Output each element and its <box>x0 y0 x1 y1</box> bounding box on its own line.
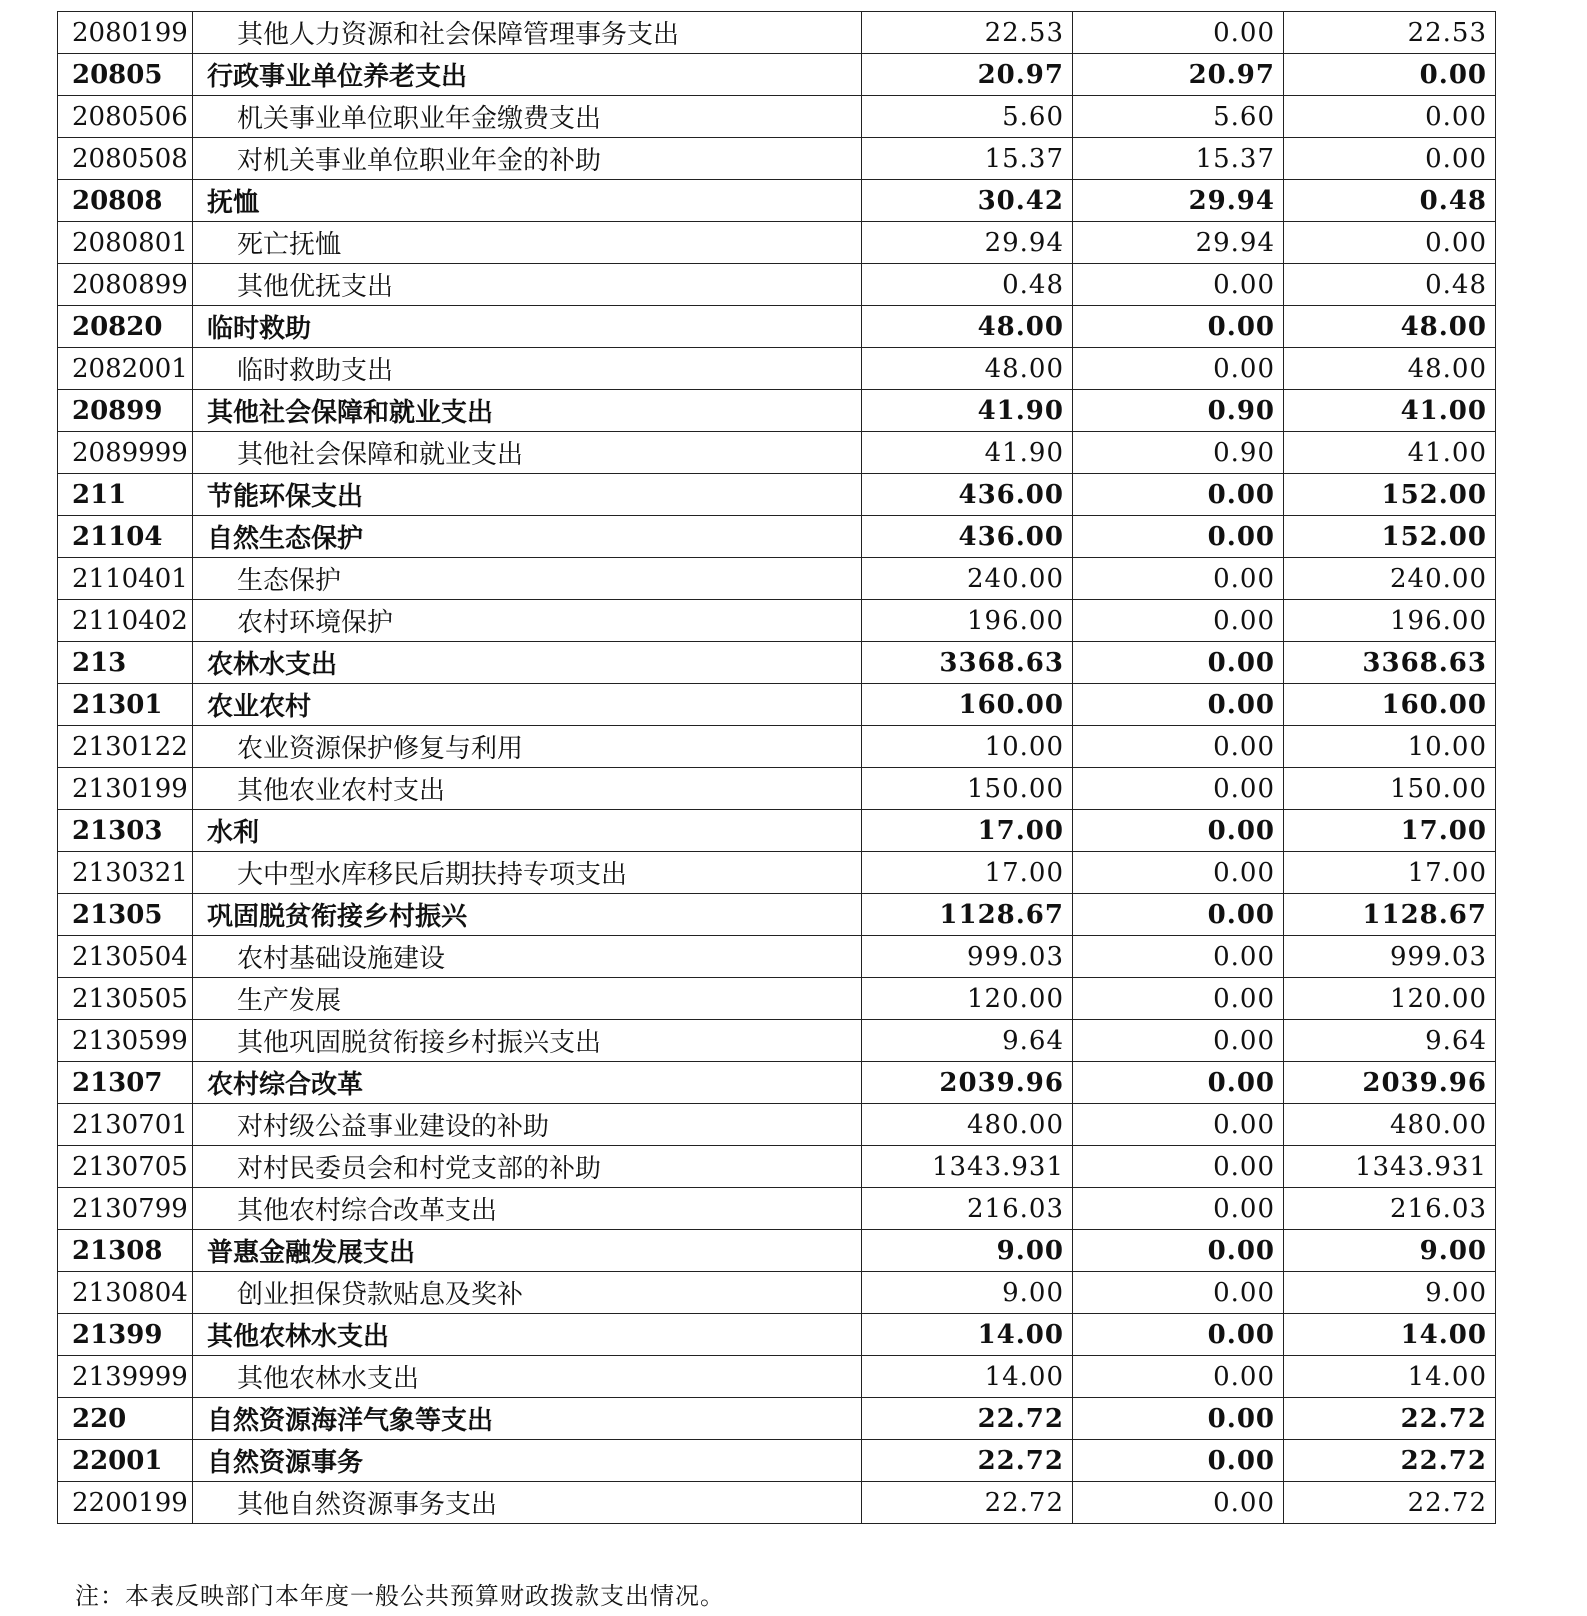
basic-expenditure-cell: 0.00 <box>1073 1020 1284 1062</box>
subject-name-cell: 其他社会保障和就业支出 <box>193 432 862 474</box>
total-amount-cell: 17.00 <box>862 810 1073 852</box>
basic-expenditure-cell: 0.00 <box>1073 936 1284 978</box>
total-amount-cell: 480.00 <box>862 1104 1073 1146</box>
project-expenditure-cell: 2039.96 <box>1284 1062 1496 1104</box>
total-amount-cell: 14.00 <box>862 1314 1073 1356</box>
project-expenditure-cell: 14.00 <box>1284 1356 1496 1398</box>
basic-expenditure-cell: 5.60 <box>1073 96 1284 138</box>
table-row <box>58 1020 1496 1062</box>
subject-code-cell: 20808 <box>58 180 193 222</box>
total-amount-cell: 9.00 <box>862 1230 1073 1272</box>
project-expenditure-cell: 152.00 <box>1284 474 1496 516</box>
table-row <box>58 600 1496 642</box>
table-row <box>58 1146 1496 1188</box>
project-expenditure-cell: 9.64 <box>1284 1020 1496 1062</box>
table-row <box>58 306 1496 348</box>
subject-name-cell: 巩固脱贫衔接乡村振兴 <box>193 894 862 936</box>
project-expenditure-cell: 196.00 <box>1284 600 1496 642</box>
table-row <box>58 96 1496 138</box>
table-row <box>58 852 1496 894</box>
subject-code-cell: 2130505 <box>58 978 193 1020</box>
total-amount-cell: 196.00 <box>862 600 1073 642</box>
table-note: 注：本表反映部门本年度一般公共预算财政拨款支出情况。 <box>75 1582 725 1610</box>
total-amount-cell: 22.72 <box>862 1440 1073 1482</box>
subject-name-cell: 其他农林水支出 <box>193 1356 862 1398</box>
table-row <box>58 264 1496 306</box>
subject-name-cell: 农村综合改革 <box>193 1062 862 1104</box>
project-expenditure-cell: 0.48 <box>1284 264 1496 306</box>
project-expenditure-cell: 1343.931 <box>1284 1146 1496 1188</box>
subject-code-cell: 2130705 <box>58 1146 193 1188</box>
total-amount-cell: 999.03 <box>862 936 1073 978</box>
table-row <box>58 978 1496 1020</box>
project-expenditure-cell: 17.00 <box>1284 852 1496 894</box>
total-amount-cell: 5.60 <box>862 96 1073 138</box>
project-expenditure-cell: 160.00 <box>1284 684 1496 726</box>
basic-expenditure-cell: 0.00 <box>1073 684 1284 726</box>
subject-code-cell: 220 <box>58 1398 193 1440</box>
table-row <box>58 432 1496 474</box>
basic-expenditure-cell: 0.00 <box>1073 852 1284 894</box>
total-amount-cell: 29.94 <box>862 222 1073 264</box>
subject-name-cell: 节能环保支出 <box>193 474 862 516</box>
project-expenditure-cell: 0.00 <box>1284 54 1496 96</box>
subject-code-cell: 21307 <box>58 1062 193 1104</box>
subject-name-cell: 临时救助支出 <box>193 348 862 390</box>
table-row <box>58 1482 1496 1524</box>
table-body <box>58 12 1496 1524</box>
total-amount-cell: 3368.63 <box>862 642 1073 684</box>
basic-expenditure-cell: 0.00 <box>1073 306 1284 348</box>
subject-code-cell: 20820 <box>58 306 193 348</box>
total-amount-cell: 9.00 <box>862 1272 1073 1314</box>
basic-expenditure-cell: 0.00 <box>1073 1356 1284 1398</box>
total-amount-cell: 1343.931 <box>862 1146 1073 1188</box>
project-expenditure-cell: 10.00 <box>1284 726 1496 768</box>
total-amount-cell: 41.90 <box>862 432 1073 474</box>
subject-code-cell: 2082001 <box>58 348 193 390</box>
subject-code-cell: 20805 <box>58 54 193 96</box>
subject-code-cell: 2130799 <box>58 1188 193 1230</box>
subject-name-cell: 农村环境保护 <box>193 600 862 642</box>
basic-expenditure-cell: 0.00 <box>1073 978 1284 1020</box>
table-row <box>58 684 1496 726</box>
basic-expenditure-cell: 29.94 <box>1073 180 1284 222</box>
basic-expenditure-cell: 29.94 <box>1073 222 1284 264</box>
total-amount-cell: 22.72 <box>862 1482 1073 1524</box>
total-amount-cell: 48.00 <box>862 348 1073 390</box>
basic-expenditure-cell: 15.37 <box>1073 138 1284 180</box>
table-row <box>58 180 1496 222</box>
subject-code-cell: 2130504 <box>58 936 193 978</box>
table-row <box>58 810 1496 852</box>
subject-name-cell: 创业担保贷款贴息及奖补 <box>193 1272 862 1314</box>
subject-code-cell: 2080508 <box>58 138 193 180</box>
basic-expenditure-cell: 0.00 <box>1073 264 1284 306</box>
subject-code-cell: 211 <box>58 474 193 516</box>
table-row <box>58 1356 1496 1398</box>
project-expenditure-cell: 14.00 <box>1284 1314 1496 1356</box>
total-amount-cell: 14.00 <box>862 1356 1073 1398</box>
project-expenditure-cell: 48.00 <box>1284 348 1496 390</box>
subject-name-cell: 其他优抚支出 <box>193 264 862 306</box>
project-expenditure-cell: 216.03 <box>1284 1188 1496 1230</box>
table-row <box>58 1230 1496 1272</box>
subject-name-cell: 其他农林水支出 <box>193 1314 862 1356</box>
subject-name-cell: 抚恤 <box>193 180 862 222</box>
project-expenditure-cell: 480.00 <box>1284 1104 1496 1146</box>
total-amount-cell: 436.00 <box>862 474 1073 516</box>
subject-name-cell: 大中型水库移民后期扶持专项支出 <box>193 852 862 894</box>
project-expenditure-cell: 9.00 <box>1284 1272 1496 1314</box>
subject-code-cell: 2080199 <box>58 12 193 54</box>
subject-name-cell: 其他自然资源事务支出 <box>193 1482 862 1524</box>
subject-name-cell: 自然生态保护 <box>193 516 862 558</box>
total-amount-cell: 160.00 <box>862 684 1073 726</box>
basic-expenditure-cell: 0.90 <box>1073 390 1284 432</box>
project-expenditure-cell: 120.00 <box>1284 978 1496 1020</box>
subject-name-cell: 生态保护 <box>193 558 862 600</box>
subject-code-cell: 21303 <box>58 810 193 852</box>
project-expenditure-cell: 3368.63 <box>1284 642 1496 684</box>
total-amount-cell: 436.00 <box>862 516 1073 558</box>
total-amount-cell: 30.42 <box>862 180 1073 222</box>
basic-expenditure-cell: 0.00 <box>1073 642 1284 684</box>
subject-name-cell: 行政事业单位养老支出 <box>193 54 862 96</box>
table-row <box>58 516 1496 558</box>
subject-name-cell: 其他社会保障和就业支出 <box>193 390 862 432</box>
table-row <box>58 642 1496 684</box>
table-row <box>58 1272 1496 1314</box>
basic-expenditure-cell: 0.00 <box>1073 1482 1284 1524</box>
table-row <box>58 1314 1496 1356</box>
table-row <box>58 54 1496 96</box>
table-row <box>58 222 1496 264</box>
subject-name-cell: 生产发展 <box>193 978 862 1020</box>
basic-expenditure-cell: 0.00 <box>1073 348 1284 390</box>
basic-expenditure-cell: 0.00 <box>1073 1062 1284 1104</box>
table-row <box>58 1062 1496 1104</box>
total-amount-cell: 0.48 <box>862 264 1073 306</box>
total-amount-cell: 2039.96 <box>862 1062 1073 1104</box>
table-row <box>58 936 1496 978</box>
subject-name-cell: 其他巩固脱贫衔接乡村振兴支出 <box>193 1020 862 1062</box>
subject-code-cell: 21399 <box>58 1314 193 1356</box>
subject-code-cell: 2080801 <box>58 222 193 264</box>
subject-code-cell: 213 <box>58 642 193 684</box>
subject-code-cell: 2200199 <box>58 1482 193 1524</box>
project-expenditure-cell: 22.72 <box>1284 1398 1496 1440</box>
subject-code-cell: 21305 <box>58 894 193 936</box>
total-amount-cell: 15.37 <box>862 138 1073 180</box>
subject-name-cell: 其他人力资源和社会保障管理事务支出 <box>193 12 862 54</box>
subject-code-cell: 21301 <box>58 684 193 726</box>
subject-name-cell: 临时救助 <box>193 306 862 348</box>
table-row <box>58 1188 1496 1230</box>
project-expenditure-cell: 0.00 <box>1284 222 1496 264</box>
total-amount-cell: 9.64 <box>862 1020 1073 1062</box>
subject-name-cell: 自然资源海洋气象等支出 <box>193 1398 862 1440</box>
basic-expenditure-cell: 0.00 <box>1073 1188 1284 1230</box>
basic-expenditure-cell: 0.00 <box>1073 726 1284 768</box>
project-expenditure-cell: 41.00 <box>1284 432 1496 474</box>
subject-code-cell: 2110402 <box>58 600 193 642</box>
basic-expenditure-cell: 0.00 <box>1073 1398 1284 1440</box>
subject-code-cell: 2130701 <box>58 1104 193 1146</box>
subject-code-cell: 2080899 <box>58 264 193 306</box>
project-expenditure-cell: 17.00 <box>1284 810 1496 852</box>
subject-code-cell: 21308 <box>58 1230 193 1272</box>
basic-expenditure-cell: 20.97 <box>1073 54 1284 96</box>
subject-code-cell: 2130122 <box>58 726 193 768</box>
basic-expenditure-cell: 0.00 <box>1073 1230 1284 1272</box>
subject-name-cell: 对机关事业单位职业年金的补助 <box>193 138 862 180</box>
total-amount-cell: 150.00 <box>862 768 1073 810</box>
subject-code-cell: 21104 <box>58 516 193 558</box>
subject-name-cell: 自然资源事务 <box>193 1440 862 1482</box>
project-expenditure-cell: 41.00 <box>1284 390 1496 432</box>
basic-expenditure-cell: 0.00 <box>1073 1314 1284 1356</box>
basic-expenditure-cell: 0.00 <box>1073 768 1284 810</box>
total-amount-cell: 48.00 <box>862 306 1073 348</box>
table-row <box>58 1104 1496 1146</box>
total-amount-cell: 216.03 <box>862 1188 1073 1230</box>
project-expenditure-cell: 1128.67 <box>1284 894 1496 936</box>
subject-name-cell: 对村级公益事业建设的补助 <box>193 1104 862 1146</box>
subject-name-cell: 农业资源保护修复与利用 <box>193 726 862 768</box>
table-row <box>58 726 1496 768</box>
project-expenditure-cell: 48.00 <box>1284 306 1496 348</box>
total-amount-cell: 120.00 <box>862 978 1073 1020</box>
subject-name-cell: 对村民委员会和村党支部的补助 <box>193 1146 862 1188</box>
total-amount-cell: 22.53 <box>862 12 1073 54</box>
basic-expenditure-cell: 0.00 <box>1073 894 1284 936</box>
basic-expenditure-cell: 0.00 <box>1073 1272 1284 1314</box>
subject-name-cell: 其他农业农村支出 <box>193 768 862 810</box>
basic-expenditure-cell: 0.00 <box>1073 1104 1284 1146</box>
table-row <box>58 1398 1496 1440</box>
subject-code-cell: 2130804 <box>58 1272 193 1314</box>
subject-name-cell: 死亡抚恤 <box>193 222 862 264</box>
basic-expenditure-cell: 0.00 <box>1073 474 1284 516</box>
basic-expenditure-cell: 0.00 <box>1073 1440 1284 1482</box>
total-amount-cell: 41.90 <box>862 390 1073 432</box>
table-row <box>58 558 1496 600</box>
project-expenditure-cell: 0.00 <box>1284 138 1496 180</box>
total-amount-cell: 17.00 <box>862 852 1073 894</box>
basic-expenditure-cell: 0.00 <box>1073 600 1284 642</box>
total-amount-cell: 1128.67 <box>862 894 1073 936</box>
project-expenditure-cell: 9.00 <box>1284 1230 1496 1272</box>
subject-code-cell: 2130599 <box>58 1020 193 1062</box>
basic-expenditure-cell: 0.00 <box>1073 558 1284 600</box>
table-row <box>58 1440 1496 1482</box>
total-amount-cell: 10.00 <box>862 726 1073 768</box>
basic-expenditure-cell: 0.00 <box>1073 810 1284 852</box>
project-expenditure-cell: 0.48 <box>1284 180 1496 222</box>
subject-name-cell: 农村基础设施建设 <box>193 936 862 978</box>
subject-name-cell: 农业农村 <box>193 684 862 726</box>
subject-code-cell: 2089999 <box>58 432 193 474</box>
table-row <box>58 138 1496 180</box>
table-row <box>58 474 1496 516</box>
subject-name-cell: 农林水支出 <box>193 642 862 684</box>
basic-expenditure-cell: 0.00 <box>1073 1146 1284 1188</box>
basic-expenditure-cell: 0.00 <box>1073 12 1284 54</box>
table-row <box>58 348 1496 390</box>
total-amount-cell: 22.72 <box>862 1398 1073 1440</box>
project-expenditure-cell: 0.00 <box>1284 96 1496 138</box>
budget-expenditure-table <box>57 11 1496 1524</box>
table-row <box>58 12 1496 54</box>
project-expenditure-cell: 150.00 <box>1284 768 1496 810</box>
subject-code-cell: 20899 <box>58 390 193 432</box>
project-expenditure-cell: 22.53 <box>1284 12 1496 54</box>
project-expenditure-cell: 22.72 <box>1284 1482 1496 1524</box>
subject-code-cell: 22001 <box>58 1440 193 1482</box>
subject-code-cell: 2110401 <box>58 558 193 600</box>
table-row <box>58 894 1496 936</box>
subject-name-cell: 普惠金融发展支出 <box>193 1230 862 1272</box>
subject-name-cell: 其他农村综合改革支出 <box>193 1188 862 1230</box>
project-expenditure-cell: 22.72 <box>1284 1440 1496 1482</box>
project-expenditure-cell: 999.03 <box>1284 936 1496 978</box>
subject-name-cell: 机关事业单位职业年金缴费支出 <box>193 96 862 138</box>
table-row <box>58 390 1496 432</box>
subject-code-cell: 2130321 <box>58 852 193 894</box>
subject-code-cell: 2080506 <box>58 96 193 138</box>
basic-expenditure-cell: 0.90 <box>1073 432 1284 474</box>
project-expenditure-cell: 240.00 <box>1284 558 1496 600</box>
subject-code-cell: 2139999 <box>58 1356 193 1398</box>
basic-expenditure-cell: 0.00 <box>1073 516 1284 558</box>
total-amount-cell: 240.00 <box>862 558 1073 600</box>
subject-code-cell: 2130199 <box>58 768 193 810</box>
subject-name-cell: 水利 <box>193 810 862 852</box>
project-expenditure-cell: 152.00 <box>1284 516 1496 558</box>
table-row <box>58 768 1496 810</box>
total-amount-cell: 20.97 <box>862 54 1073 96</box>
